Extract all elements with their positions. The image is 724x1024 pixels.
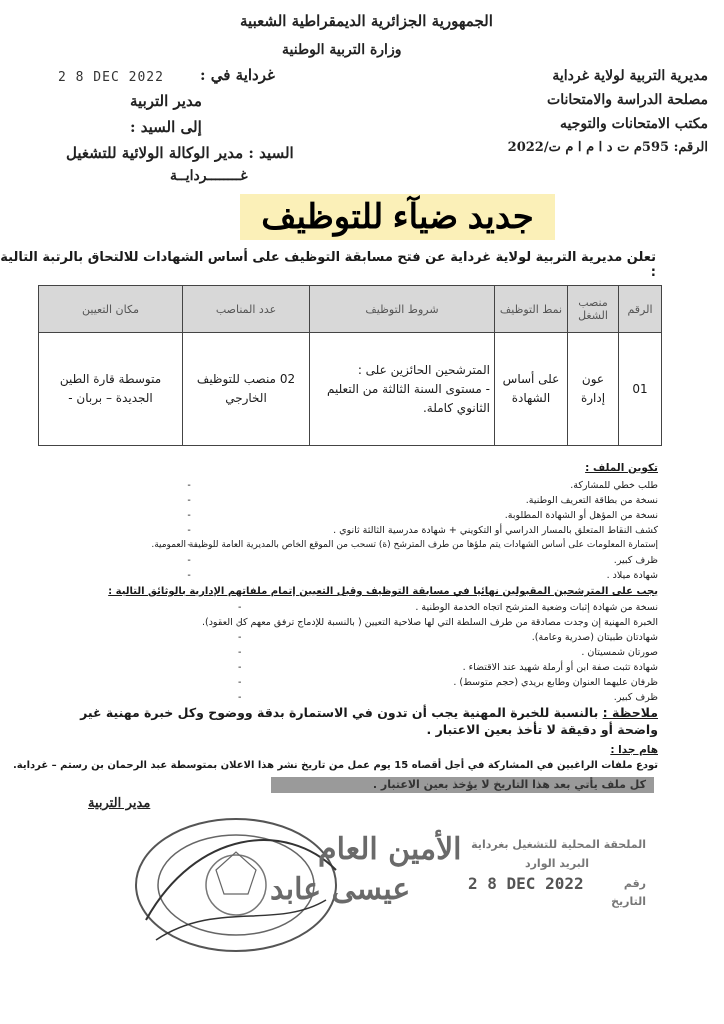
intro-text: تعلن مديرية التربية لولاية غرداية عن فتح مسابقة التوظيف على أساس الشهادات للالتحاق بالرتبة التالية :	[0, 250, 656, 280]
cell-count: 02 منصب للتوظيف الخارجي	[183, 333, 310, 446]
list-item: شهادة ميلاد . -	[151, 568, 658, 583]
list-item: ظرفان عليهما العنوان وطابع بريدي (حجم متوسط) . -	[202, 675, 658, 690]
secretary-title: الأمين العام	[318, 832, 462, 867]
file-items-list	[151, 478, 658, 583]
file-section-title: تكوين الملف :	[585, 462, 658, 474]
col-header-number: الرقم	[619, 286, 662, 333]
secretary-name: عيسى عابد	[270, 872, 411, 907]
cell-post: عون إدارة	[568, 333, 619, 446]
remark-label: ملاحظة :	[602, 705, 658, 720]
cell-conditions: المترشحين الحائزين على : - مستوى السنة الثالثة من التعليم الثانوي كاملة.	[310, 333, 495, 446]
reference-line: الرقم: 595م ت د ا م ا م ت/2022	[507, 140, 708, 155]
list-item: صورتان شمسيتان . -	[202, 645, 658, 660]
sender-line: مدير التربية	[130, 92, 202, 110]
list-item: كشف النقاط المتعلق بالمسار الدراسي أو التكويني + شهادة مدرسية الثالثة ثانوي . -	[151, 523, 658, 538]
cell-mode: على أساس الشهادة	[495, 333, 568, 446]
col-header-post: منصب الشغل	[568, 286, 619, 333]
office-line: مكتب الامتحانات والتوجيه	[560, 116, 708, 132]
remark-text: بالنسبة للخبرة المهنية يجب أن تدون في الاستمارة بدقة ووضوح وكل خبرة مهنية غير واضحة أو دقيقة لا تأخذ بعين الاعتبار .	[80, 705, 658, 737]
important-label: هام جدا :	[610, 744, 658, 756]
list-item: ظرف كبير. -	[202, 690, 658, 705]
list-item: طلب خطي للمشاركة. -	[151, 478, 658, 493]
directorate-line: مديرية التربية لولاية غرداية	[552, 68, 708, 84]
recipient-city: غــــــــردايــة	[170, 168, 248, 184]
ministry-title: وزارة التربية الوطنية	[282, 42, 402, 58]
stamp-number-label: رقم	[623, 877, 646, 890]
remark-block	[68, 704, 658, 738]
admitted-section-title: يجب على المترشحين المقبولين نهائيا في مسابقة التوظيف وقبل التعيين إتمام ملفاتهم الإدارية بالوثائق التالية :	[108, 586, 658, 597]
deposit-text: تودع ملفات الراغبين في المشاركة في أجل أقصاه 15 يوم عمل من تاريخ نشر هذا الاعلان بمتوسطة عبد الرحمان بن رستم – غرداية.	[12, 760, 658, 771]
list-item: نسخة من بطاقة التعريف الوطنية. -	[151, 493, 658, 508]
late-notice-strip: كل ملف يأتي بعد هذا التاريخ لا يؤخذ بعين الاعتبار .	[271, 777, 654, 793]
date-stamp: 2 8 DEC 2022	[58, 70, 164, 85]
to-label: إلى السيد :	[130, 118, 202, 136]
list-item: الخبرة المهنية إن وجدت مصادقة من طرف السلطة التي لها صلاحية التعيين ( بالنسبة للإدماج ترفق معهم كل العقود). -	[202, 615, 658, 630]
table-header-row	[39, 286, 662, 333]
incoming-stamp	[468, 838, 646, 918]
list-item: نسخة من المؤهل أو الشهادة المطلوبة. -	[151, 508, 658, 523]
col-header-conditions: شروط التوظيف	[310, 286, 495, 333]
list-item: شهادة تثبت صفة ابن أو أرملة شهيد عند الاقتضاء . -	[202, 660, 658, 675]
list-item: نسخة من شهادة إثبات وضعية المترشح اتجاه الخدمة الوطنية . -	[202, 600, 658, 615]
list-item: إستمارة المعلومات على أساس الشهادات يتم ملؤها من طرف المترشح (ة) تسحب من الموقع الخاص بالمديرية العامة للوظيفة العمومية. -	[151, 538, 658, 553]
recipient-line: السيد : مدير الوكالة الولائية للتشغيل	[66, 144, 294, 162]
table-row	[39, 333, 662, 446]
stamp-agency: الملحقة المحلية للتشغيل بغرداية	[471, 838, 646, 851]
cell-location: متوسطة قارة الطين الجديدة – بربان -	[39, 333, 183, 446]
stamp-date-label: التاريخ	[611, 895, 646, 908]
list-item: ظرف كبير. -	[151, 553, 658, 568]
service-line: مصلحة الدراسة والامتحانات	[547, 92, 708, 108]
stamp-mail: البريد الوارد	[524, 857, 590, 870]
republic-title: الجمهورية الجزائرية الديمقراطية الشعبية	[240, 12, 493, 30]
col-header-count: عدد المناصب	[183, 286, 310, 333]
cell-number: 01	[619, 333, 662, 446]
posts-table	[38, 285, 662, 446]
director-signature-title: مدير التربية	[88, 796, 151, 811]
col-header-mode: نمط التوظيف	[495, 286, 568, 333]
announcement-banner: جديد ضيآء للتوظيف	[240, 194, 555, 240]
list-item: شهادتان طبيتان (صدرية وعامة). -	[202, 630, 658, 645]
admitted-items-list	[202, 600, 658, 705]
stamp-date: 2 8 DEC 2022	[468, 874, 584, 893]
col-header-location: مكان التعيين	[39, 286, 183, 333]
city-date-line: غرداية في :	[200, 66, 275, 84]
